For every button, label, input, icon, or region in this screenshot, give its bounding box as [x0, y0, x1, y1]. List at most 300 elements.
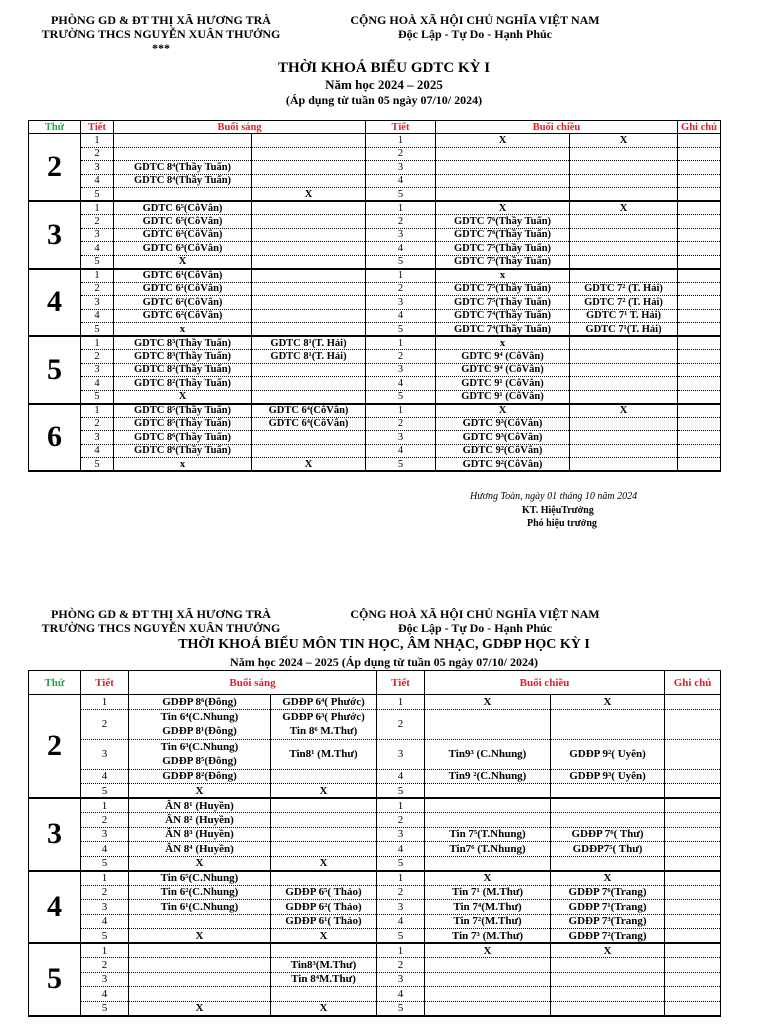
period-morning: 3 [81, 296, 114, 310]
day-number: 2 [29, 134, 81, 202]
morning-class-b: Tin 8⁴M.Thư) [271, 972, 377, 987]
afternoon-class-a: Tin 7⁴(M.Thư) [425, 900, 551, 915]
morning-class-b: Tin8¹ (M.Thư) [271, 739, 377, 769]
note-cell [665, 958, 721, 973]
period-afternoon: 4 [366, 174, 436, 188]
morning-class-b [252, 282, 366, 296]
afternoon-class-a: Tin 7⁵(T.Nhung) [425, 827, 551, 842]
header-buoi-sang: Buổi sáng [114, 121, 366, 134]
period-afternoon: 2 [366, 282, 436, 296]
period-afternoon: 4 [366, 444, 436, 458]
period-morning: 5 [81, 856, 129, 871]
afternoon-class-a: X [425, 695, 551, 710]
morning-class-a: GDTC 8⁶(Thầy Tuấn) [114, 431, 252, 445]
morning-class-b [252, 147, 366, 161]
note-cell [678, 282, 721, 296]
morning-class-b: GDĐP 6⁵( Thảo) [271, 885, 377, 900]
table-row [29, 161, 721, 175]
period-morning: 5 [81, 188, 114, 202]
morning-class-b: GDTC 6⁴(CôVân) [252, 417, 366, 431]
note-cell [678, 444, 721, 458]
afternoon-class-a: GDTC 9⁴ (CôVân) [436, 350, 570, 364]
afternoon-class-a: GDTC 9¹ (CôVân) [436, 390, 570, 404]
afternoon-class-b [551, 856, 665, 871]
morning-class-b: GDĐP 6³( Phước) Tin 8⁶ M.Thư) [271, 709, 377, 739]
period-afternoon: 2 [366, 417, 436, 431]
period-morning: 1 [81, 134, 114, 148]
afternoon-class-a [425, 972, 551, 987]
note-cell [665, 739, 721, 769]
morning-class-b [271, 871, 377, 886]
afternoon-class-b: X [570, 201, 678, 215]
day-number: 4 [29, 269, 81, 337]
afternoon-class-b [570, 188, 678, 202]
morning-class-a: Tin 6¹(C.Nhung) [129, 900, 271, 915]
doc2-title: THỜI KHOÁ BIỂU MÔN TIN HỌC, ÂM NHẠC, GDĐP HỌC KỲ I [178, 637, 590, 652]
afternoon-class-b: GDĐP 7⁶( Thư) [551, 827, 665, 842]
morning-class-b: GDĐP 6⁴( Phước) [271, 695, 377, 710]
place-date: Hương Toàn, ngày 01 tháng 10 năm 2024 [470, 491, 638, 502]
period-afternoon: 3 [366, 161, 436, 175]
table-row [29, 134, 721, 148]
table-row [29, 943, 721, 958]
note-cell [678, 336, 721, 350]
note-cell [665, 769, 721, 784]
table-row [29, 827, 721, 842]
period-afternoon: 2 [377, 958, 425, 973]
afternoon-class-a: GDTC 7⁴(Thầy Tuấn) [436, 309, 570, 323]
afternoon-class-a: X [425, 871, 551, 886]
table-row [29, 174, 721, 188]
afternoon-class-b [551, 972, 665, 987]
period-morning: 1 [81, 201, 114, 215]
afternoon-class-a: GDTC 7⁵(Thầy Tuấn) [436, 242, 570, 256]
afternoon-class-b [570, 161, 678, 175]
header-buoi-chieu: Buổi chiều [425, 671, 665, 695]
note-cell [678, 309, 721, 323]
afternoon-class-b: GDĐP 7²(Trang) [551, 929, 665, 944]
period-morning: 4 [81, 444, 114, 458]
afternoon-class-b [570, 255, 678, 269]
note-cell [665, 987, 721, 1002]
afternoon-class-a [425, 784, 551, 799]
morning-class-a [114, 134, 252, 148]
table-row [29, 377, 721, 391]
afternoon-class-b [570, 458, 678, 472]
afternoon-class-a: X [436, 134, 570, 148]
period-afternoon: 2 [377, 813, 425, 828]
morning-class-a: X [129, 856, 271, 871]
nation-line-1: CỘNG HOÀ XÃ HỘI CHỦ NGHĨA VIỆT NAM [350, 607, 600, 621]
table-row [29, 188, 721, 202]
afternoon-class-b [570, 147, 678, 161]
nation-header-1 [325, 13, 625, 41]
morning-class-a [129, 914, 271, 929]
morning-class-b [252, 363, 366, 377]
afternoon-class-b: X [551, 871, 665, 886]
morning-class-b [271, 813, 377, 828]
note-cell [678, 458, 721, 472]
table-row [29, 350, 721, 364]
morning-class-a: ÂN 8³ (Huyền) [129, 827, 271, 842]
morning-class-b: GDTC 6⁴(CôVân) [252, 404, 366, 418]
morning-class-a: GDTC 6¹(CôVân) [114, 282, 252, 296]
morning-class-a [129, 987, 271, 1002]
period-morning: 4 [81, 309, 114, 323]
afternoon-class-a [425, 856, 551, 871]
morning-class-a: ÂN 8⁴ (Huyền) [129, 842, 271, 857]
morning-class-b: X [252, 458, 366, 472]
morning-class-b: X [271, 1001, 377, 1016]
morning-class-b [271, 842, 377, 857]
note-cell [665, 856, 721, 871]
afternoon-class-b [570, 377, 678, 391]
afternoon-class-b [551, 798, 665, 813]
morning-class-a: GDTC 6²(CôVân) [114, 309, 252, 323]
note-cell [665, 827, 721, 842]
period-afternoon: 1 [377, 798, 425, 813]
header-tiet-chieu: Tiết [366, 121, 436, 134]
period-afternoon: 1 [366, 134, 436, 148]
org-line-1: PHÒNG GD & ĐT THỊ XÃ HƯƠNG TRÀ [51, 607, 271, 621]
note-cell [665, 914, 721, 929]
note-cell [678, 161, 721, 175]
afternoon-class-b: GDTC 7² (T. Hải) [570, 296, 678, 310]
note-cell [665, 709, 721, 739]
doc1-apply: (Áp dụng từ tuần 05 ngày 07/10/ 2024) [285, 93, 483, 107]
afternoon-class-b [570, 269, 678, 283]
org-header-2 [20, 607, 302, 635]
table-row [29, 458, 721, 472]
morning-class-b [252, 242, 366, 256]
period-afternoon: 1 [377, 871, 425, 886]
afternoon-class-b [570, 228, 678, 242]
period-afternoon: 4 [366, 242, 436, 256]
note-cell [678, 296, 721, 310]
sign-title-2: Phó hiệu trưởng [527, 518, 597, 529]
afternoon-class-b [570, 363, 678, 377]
table-row [29, 929, 721, 944]
morning-class-a: X [114, 255, 252, 269]
table-row [29, 282, 721, 296]
period-morning: 4 [81, 769, 129, 784]
table-row [29, 885, 721, 900]
period-morning: 2 [81, 147, 114, 161]
period-morning: 3 [81, 739, 129, 769]
afternoon-class-b: GDTC 7¹(T. Hải) [570, 323, 678, 337]
period-afternoon: 3 [366, 296, 436, 310]
period-afternoon: 4 [366, 309, 436, 323]
period-afternoon: 5 [366, 390, 436, 404]
table-row [29, 201, 721, 215]
afternoon-class-a: Tin9³ (C.Nhung) [425, 739, 551, 769]
morning-class-b [271, 827, 377, 842]
period-morning: 3 [81, 228, 114, 242]
note-cell [678, 323, 721, 337]
afternoon-class-b: GDĐP 9²( Uyên) [551, 739, 665, 769]
note-cell [678, 431, 721, 445]
morning-class-a: GDTC 8⁵(Thầy Tuấn) [114, 417, 252, 431]
note-cell [678, 255, 721, 269]
afternoon-class-b [570, 390, 678, 404]
period-morning: 1 [81, 943, 129, 958]
note-cell [678, 174, 721, 188]
morning-class-b: X [252, 188, 366, 202]
afternoon-class-b: GDĐP 7¹(Trang) [551, 900, 665, 915]
morning-class-a [114, 188, 252, 202]
nation-line-2: Độc Lập - Tự Do - Hạnh Phúc [397, 27, 552, 41]
note-cell [678, 147, 721, 161]
note-cell [678, 377, 721, 391]
period-morning: 1 [81, 695, 129, 710]
afternoon-class-a: GDTC 7⁶(Thầy Tuấn) [436, 215, 570, 229]
table-row [29, 709, 721, 739]
table-row [29, 404, 721, 418]
afternoon-class-a: GDTC 9³(CôVân) [436, 431, 570, 445]
afternoon-class-a [436, 174, 570, 188]
period-morning: 5 [81, 784, 129, 799]
morning-class-b: Tin8³(M.Thư) [271, 958, 377, 973]
period-afternoon: 3 [366, 363, 436, 377]
morning-class-b: GDĐP 6¹( Thảo) [271, 914, 377, 929]
period-morning: 5 [81, 323, 114, 337]
period-morning: 4 [81, 242, 114, 256]
period-afternoon: 5 [377, 929, 425, 944]
note-cell [678, 242, 721, 256]
period-morning: 5 [81, 1001, 129, 1016]
table-row [29, 296, 721, 310]
afternoon-class-b [570, 215, 678, 229]
morning-class-b [271, 943, 377, 958]
morning-class-b [252, 390, 366, 404]
note-cell [678, 390, 721, 404]
table-row [29, 363, 721, 377]
afternoon-class-b: X [551, 695, 665, 710]
period-afternoon: 3 [366, 431, 436, 445]
period-morning: 3 [81, 431, 114, 445]
note-cell [665, 798, 721, 813]
table-row [29, 1001, 721, 1016]
period-afternoon: 5 [377, 856, 425, 871]
note-cell [678, 350, 721, 364]
morning-class-a: GDTC 6⁵(CôVân) [114, 215, 252, 229]
day-number: 2 [29, 695, 81, 799]
morning-class-a: GDTC 6²(CôVân) [114, 296, 252, 310]
note-cell [665, 871, 721, 886]
table-row [29, 215, 721, 229]
period-morning: 3 [81, 161, 114, 175]
morning-class-a: X [129, 1001, 271, 1016]
period-afternoon: 4 [377, 842, 425, 857]
period-afternoon: 2 [366, 350, 436, 364]
afternoon-class-b: X [551, 943, 665, 958]
nation-line-2: Độc Lập - Tự Do - Hạnh Phúc [397, 621, 552, 635]
table-row [29, 309, 721, 323]
morning-class-b [252, 174, 366, 188]
note-cell [678, 188, 721, 202]
day-number: 5 [29, 336, 81, 404]
period-afternoon: 1 [377, 943, 425, 958]
period-afternoon: 1 [366, 269, 436, 283]
afternoon-class-a [425, 709, 551, 739]
note-cell [678, 404, 721, 418]
org-header-1 [20, 13, 302, 55]
morning-class-a: ÂN 8² (Huyền) [129, 813, 271, 828]
morning-class-b [252, 269, 366, 283]
note-cell [665, 1001, 721, 1016]
afternoon-class-b [551, 987, 665, 1002]
morning-class-a: GDTC 8³(Thầy Tuấn) [114, 336, 252, 350]
morning-class-a: GDTC 6⁵(CôVân) [114, 201, 252, 215]
morning-class-b [252, 309, 366, 323]
org-line-2: TRƯỜNG THCS NGUYỄN XUÂN THƯỞNG [41, 621, 281, 635]
table-row [29, 336, 721, 350]
afternoon-class-b: GDĐP 9³( Uyên) [551, 769, 665, 784]
note-cell [678, 269, 721, 283]
afternoon-class-b [570, 417, 678, 431]
day-number: 3 [29, 798, 81, 871]
afternoon-class-a: GDTC 7⁵(Thầy Tuấn) [436, 255, 570, 269]
morning-class-b [252, 255, 366, 269]
note-cell [678, 134, 721, 148]
period-afternoon: 5 [377, 1001, 425, 1016]
table-row [29, 972, 721, 987]
period-afternoon: 5 [366, 188, 436, 202]
note-cell [665, 842, 721, 857]
afternoon-class-a: GDTC 7⁴(Thầy Tuấn) [436, 323, 570, 337]
afternoon-class-a: X [436, 201, 570, 215]
afternoon-class-b [570, 350, 678, 364]
morning-class-a: GDTC 8⁴(Thầy Tuấn) [114, 174, 252, 188]
period-morning: 5 [81, 390, 114, 404]
table-row [29, 390, 721, 404]
table-row [29, 871, 721, 886]
afternoon-class-b: GDTC 7² (T. Hải) [570, 282, 678, 296]
morning-class-b [252, 134, 366, 148]
sign-title-1: KT. HiệuTrưởng [522, 505, 594, 516]
table-row [29, 323, 721, 337]
period-afternoon: 4 [377, 987, 425, 1002]
afternoon-class-a: GDTC 9²(CôVân) [436, 444, 570, 458]
note-cell [678, 363, 721, 377]
afternoon-class-a: Tin 7¹ (M.Thư) [425, 885, 551, 900]
note-cell [665, 695, 721, 710]
period-morning: 3 [81, 900, 129, 915]
afternoon-class-a: GDTC 7⁵(Thầy Tuấn) [436, 282, 570, 296]
period-morning: 1 [81, 871, 129, 886]
afternoon-class-a: X [436, 404, 570, 418]
morning-class-a: GDTC 6³(CôVân) [114, 228, 252, 242]
period-afternoon: 3 [377, 827, 425, 842]
nation-line-1: CỘNG HOÀ XÃ HỘI CHỦ NGHĨA VIỆT NAM [350, 13, 600, 27]
afternoon-class-a [425, 798, 551, 813]
header-ghi-chu: Ghi chú [678, 121, 721, 134]
morning-class-b: GDTC 8¹(T. Hải) [252, 336, 366, 350]
period-morning: 1 [81, 336, 114, 350]
morning-class-b [271, 798, 377, 813]
morning-class-a: GDTC 8²(Thầy Tuấn) [114, 377, 252, 391]
table-row [29, 242, 721, 256]
table-row [29, 228, 721, 242]
afternoon-class-a: Tin9 ²(C.Nhung) [425, 769, 551, 784]
table-row [29, 813, 721, 828]
afternoon-class-b [570, 242, 678, 256]
morning-class-b: GDĐP 6²( Thảo) [271, 900, 377, 915]
table-row [29, 900, 721, 915]
period-afternoon: 2 [366, 215, 436, 229]
morning-class-a: X [129, 784, 271, 799]
table-row [29, 269, 721, 283]
morning-class-a: X [114, 390, 252, 404]
note-cell [665, 943, 721, 958]
afternoon-class-b [570, 336, 678, 350]
morning-class-a: GDTC 6³(CôVân) [114, 242, 252, 256]
morning-class-a: GDĐP 8⁶(Đông) [129, 695, 271, 710]
day-number: 6 [29, 404, 81, 472]
table-row [29, 739, 721, 769]
period-morning: 5 [81, 929, 129, 944]
afternoon-class-b: GDĐP7⁵( Thư) [551, 842, 665, 857]
note-cell [665, 972, 721, 987]
period-morning: 1 [81, 269, 114, 283]
note-cell [665, 813, 721, 828]
header-thu: Thứ [29, 671, 81, 695]
note-cell [678, 417, 721, 431]
afternoon-class-a: x [436, 269, 570, 283]
org-stars: *** [152, 41, 170, 55]
period-morning: 5 [81, 458, 114, 472]
morning-class-a: ÂN 8¹ (Huyền) [129, 798, 271, 813]
period-morning: 3 [81, 972, 129, 987]
period-morning: 4 [81, 174, 114, 188]
org-line-2: TRƯỜNG THCS NGUYỄN XUÂN THƯỞNG [41, 27, 281, 41]
header-thu: Thứ [29, 121, 81, 134]
table-row [29, 798, 721, 813]
morning-class-b [252, 215, 366, 229]
afternoon-class-b: GDĐP 7³(Trang) [551, 914, 665, 929]
afternoon-class-a [436, 161, 570, 175]
afternoon-class-a [425, 958, 551, 973]
afternoon-class-a [436, 147, 570, 161]
afternoon-class-a [425, 987, 551, 1002]
table-row [29, 784, 721, 799]
morning-class-a: GDTC 8⁵(Thầy Tuấn) [114, 404, 252, 418]
afternoon-class-b [551, 784, 665, 799]
morning-class-b [271, 987, 377, 1002]
morning-class-a [129, 972, 271, 987]
morning-class-b: X [271, 784, 377, 799]
doc1-title: THỜI KHOÁ BIỂU GDTC KỲ I [277, 60, 491, 76]
period-afternoon: 5 [377, 784, 425, 799]
morning-class-b [252, 444, 366, 458]
header-buoi-sang: Buổi sáng [129, 671, 377, 695]
table-row [29, 914, 721, 929]
note-cell [665, 784, 721, 799]
period-afternoon: 3 [377, 900, 425, 915]
afternoon-class-b: GDĐP 7⁶(Trang) [551, 885, 665, 900]
header-buoi-chieu: Buổi chiều [436, 121, 678, 134]
period-afternoon: 1 [377, 695, 425, 710]
note-cell [665, 900, 721, 915]
period-afternoon: 3 [377, 972, 425, 987]
period-afternoon: 2 [377, 709, 425, 739]
morning-class-a [129, 943, 271, 958]
afternoon-class-b [570, 431, 678, 445]
afternoon-class-a: x [436, 336, 570, 350]
timetable-gdtc [28, 120, 721, 472]
morning-class-a: GDĐP 8²(Đông) [129, 769, 271, 784]
org-line-1: PHÒNG GD & ĐT THỊ XÃ HƯƠNG TRÀ [51, 13, 271, 27]
